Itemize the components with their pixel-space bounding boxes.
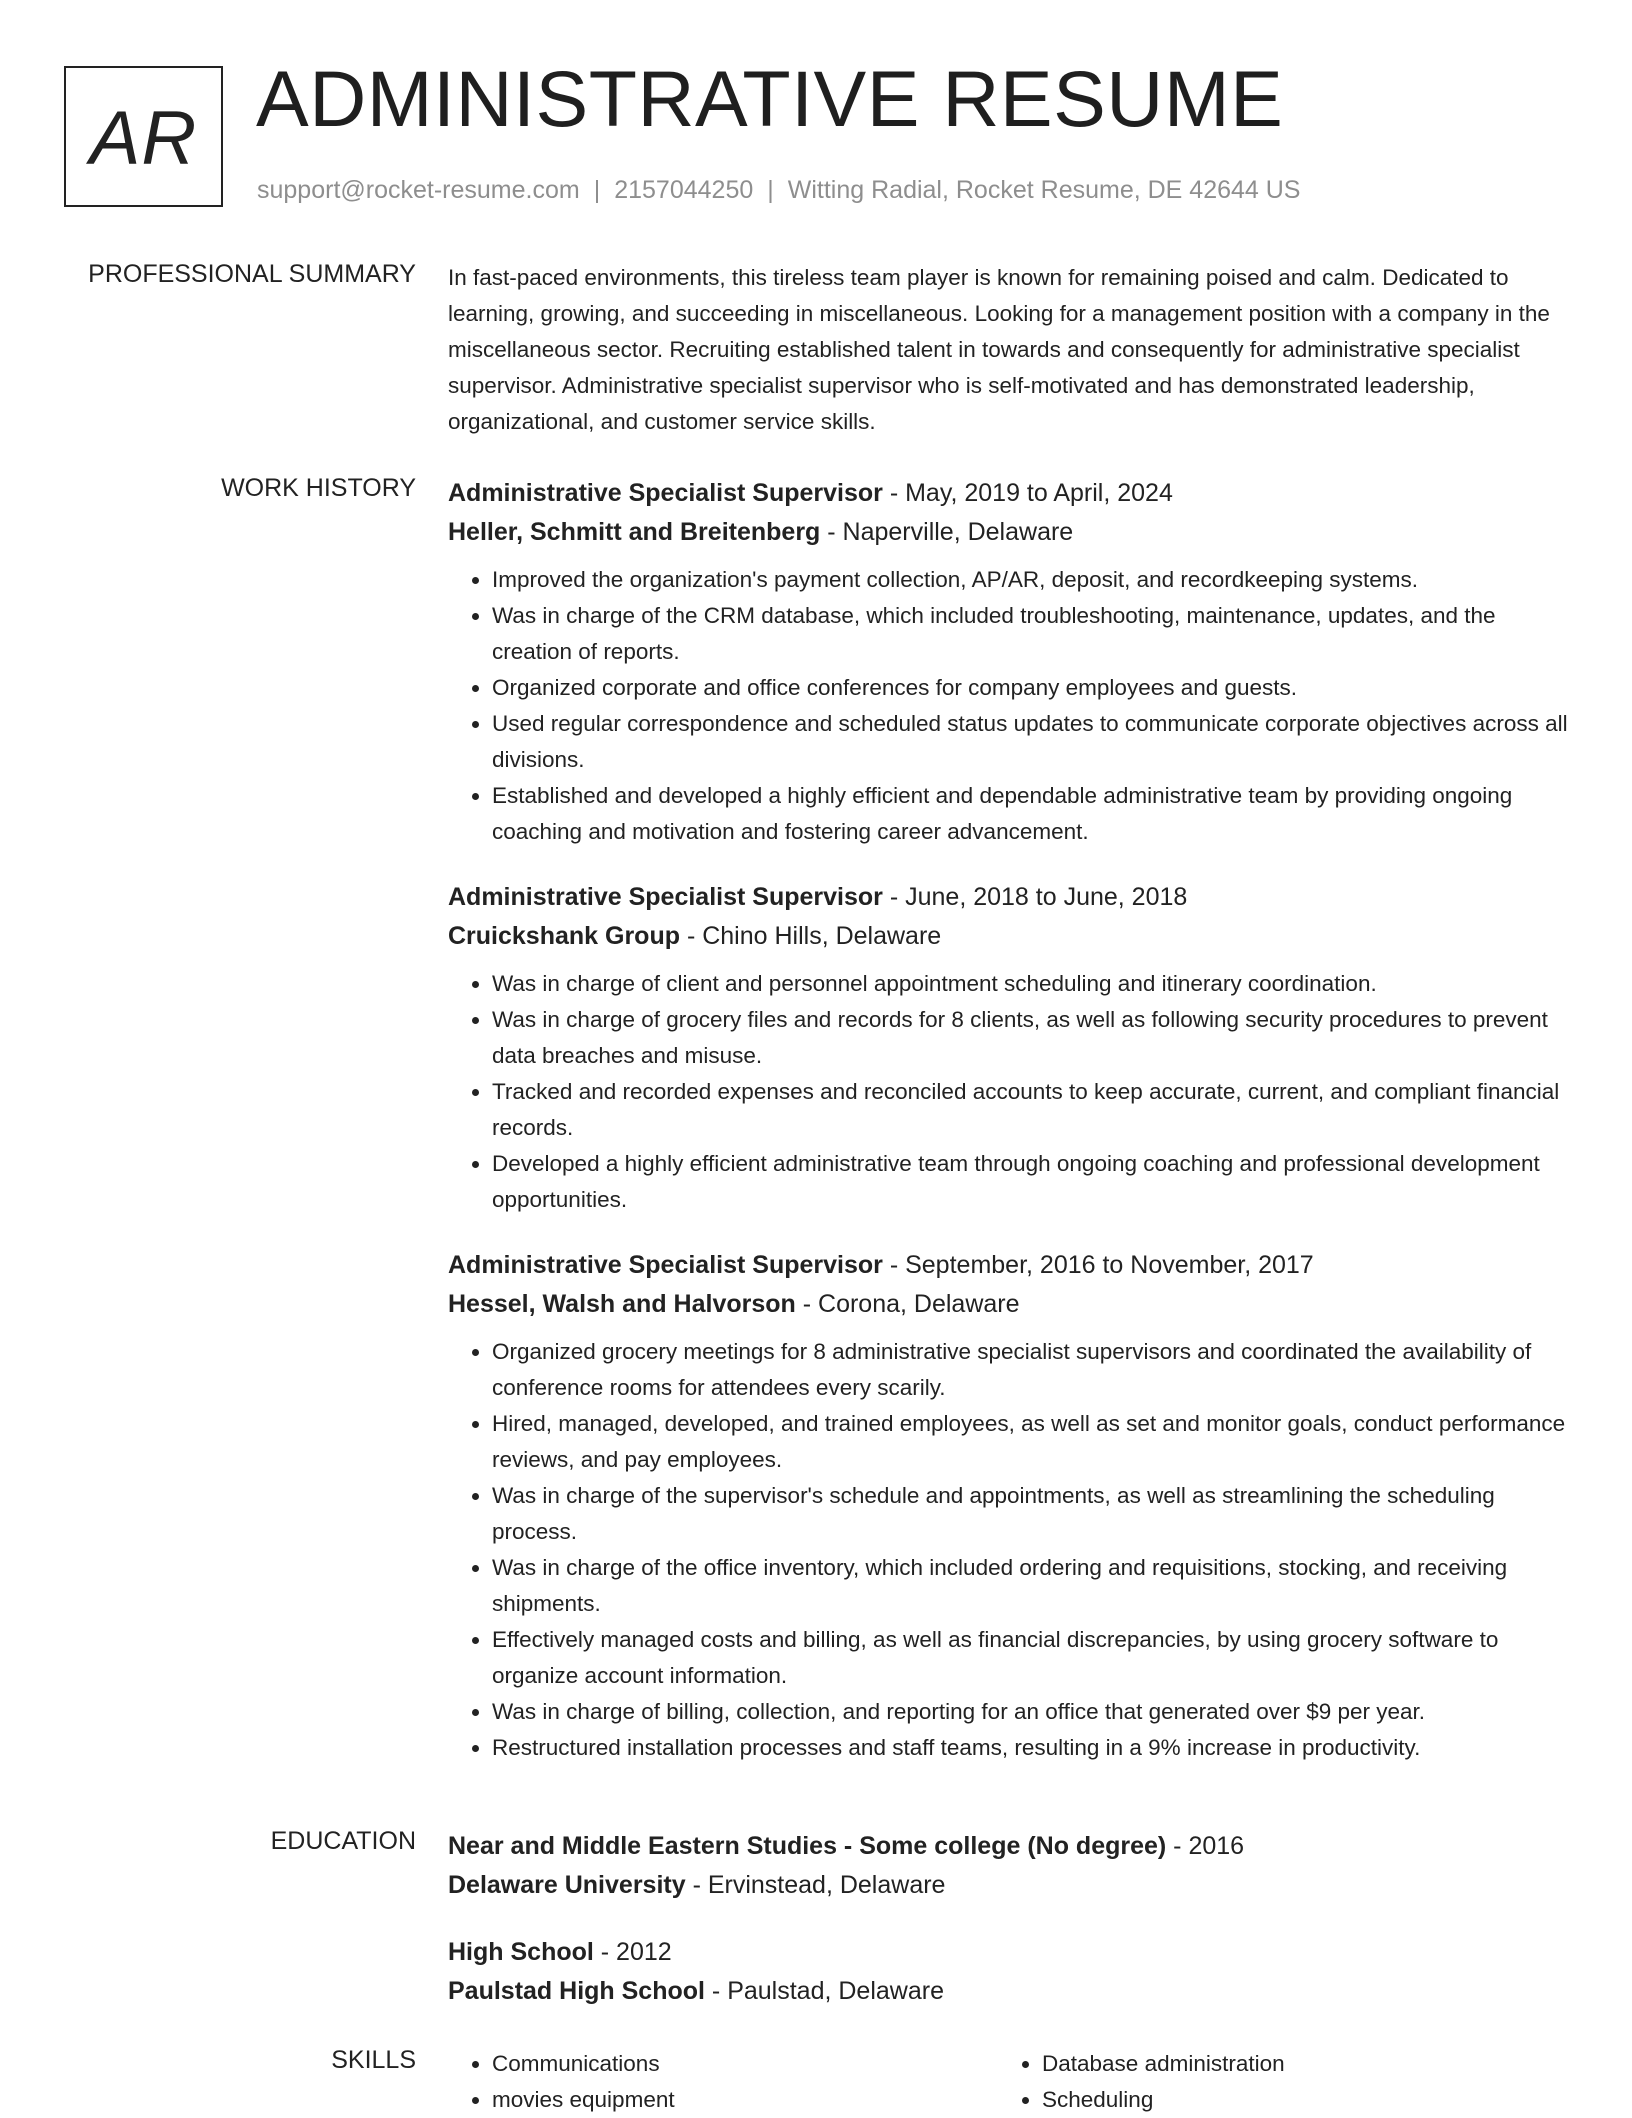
job-bullet: • Was in charge of the CRM database, which included troubleshooting, maintenance, updates, and the creation of reports. <box>492 598 1572 670</box>
education-school-line <box>448 1866 1572 1905</box>
job-role: Administrative Specialist Supervisor <box>448 1251 883 1279</box>
monogram-initials: AR <box>89 96 198 181</box>
job-title-line <box>448 474 1572 513</box>
job-company: Heller, Schmitt and Breitenberg <box>448 518 821 546</box>
contact-separator: | <box>767 176 774 204</box>
job-dates: - June, 2018 to June, 2018 <box>882 883 1188 911</box>
job-company-line <box>448 1285 1572 1324</box>
job-bullet: • Was in charge of the office inventory, which included ordering and requisitions, stocking, and receiving shipments. <box>492 1550 1572 1622</box>
skill-item: • Database administration <box>1042 2046 1548 2082</box>
education-degree: High School <box>448 1938 594 1966</box>
job-title-line <box>448 1246 1572 1285</box>
job-bullets <box>448 966 1572 1218</box>
job-title-line <box>448 878 1572 917</box>
summary-body <box>448 260 1572 440</box>
job-dates: - May, 2019 to April, 2024 <box>882 479 1173 507</box>
education-entry <box>448 1933 1572 2011</box>
section-title: SKILLS <box>331 2046 416 2074</box>
job-bullet: • Effectively managed costs and billing, as well as financial discrepancies, by using grocery software to organize account information. <box>492 1622 1572 1694</box>
contact-address: Witting Radial, Rocket Resume, DE 42644 US <box>787 176 1301 204</box>
skill-item: • Communications <box>492 2046 998 2082</box>
education-body <box>448 1827 1572 2039</box>
job-company: Hessel, Walsh and Halvorson <box>448 1290 796 1318</box>
education-location: - Ervinstead, Delaware <box>685 1871 946 1899</box>
contact-line <box>257 176 1301 205</box>
job-bullet: • Used regular correspondence and scheduled status updates to communicate corporate objectives across all divisions. <box>492 706 1572 778</box>
section-title: WORK HISTORY <box>221 474 416 502</box>
job-bullet: • Was in charge of the supervisor's schedule and appointments, as well as streamlining the scheduling process. <box>492 1478 1572 1550</box>
work-history-body <box>448 474 1572 1794</box>
skills-body <box>448 2046 1572 2118</box>
job-bullet: • Established and developed a highly efficient and dependable administrative team by providing ongoing coaching and motivation and fostering career advancement. <box>492 778 1572 850</box>
job-location: - Corona, Delaware <box>795 1290 1020 1318</box>
skills-grid <box>448 2046 1572 2118</box>
job-bullet: • Was in charge of client and personnel appointment scheduling and itinerary coordination. <box>492 966 1572 1002</box>
summary-text: In fast-paced environments, this tireless team player is known for remaining poised and calm. Dedicated to learning, growing, and succeeding in miscellaneous. Looking for a management position with a company in the miscellaneous sector. Recruiting established talent in towards and consequently for administrative specialist supervisor. Administrative specialist supervisor who is self-motivated and has demonstrated leadership, organizational, and customer service skills. <box>448 265 1550 434</box>
job-bullet: • Developed a highly efficient administrative team through ongoing coaching and professional development opportunities. <box>492 1146 1572 1218</box>
job-bullets <box>448 1334 1572 1766</box>
job-bullet: • Was in charge of billing, collection, and reporting for an office that generated over $9 per year. <box>492 1694 1572 1730</box>
job-bullet: • Organized corporate and office conferences for company employees and guests. <box>492 670 1572 706</box>
job-company-line <box>448 513 1572 552</box>
education-school: Paulstad High School <box>448 1977 705 2005</box>
section-title: PROFESSIONAL SUMMARY <box>88 260 416 288</box>
skills-column-left <box>448 2046 998 2118</box>
job-entry <box>448 474 1572 850</box>
job-company: Cruickshank Group <box>448 922 680 950</box>
job-role: Administrative Specialist Supervisor <box>448 883 883 911</box>
job-bullet: • Improved the organization's payment collection, AP/AR, deposit, and recordkeeping systems. <box>492 562 1572 598</box>
education-school-line <box>448 1972 1572 2011</box>
job-role: Administrative Specialist Supervisor <box>448 479 883 507</box>
job-bullets <box>448 562 1572 850</box>
education-entry <box>448 1827 1572 1905</box>
contact-phone[interactable]: 2157044250 <box>614 176 754 204</box>
education-degree-line <box>448 1827 1572 1866</box>
section-title: EDUCATION <box>270 1827 416 1855</box>
contact-separator: | <box>593 176 601 204</box>
job-location: - Naperville, Delaware <box>820 518 1074 546</box>
job-dates: - September, 2016 to November, 2017 <box>882 1251 1314 1279</box>
job-company-line <box>448 917 1572 956</box>
skill-item: • movies equipment <box>492 2082 998 2118</box>
job-bullet: • Restructured installation processes and staff teams, resulting in a 9% increase in productivity. <box>492 1730 1572 1766</box>
education-year: - 2016 <box>1166 1832 1245 1860</box>
job-entry <box>448 878 1572 1218</box>
contact-email[interactable]: support@rocket-resume.com <box>257 176 580 204</box>
education-degree-line <box>448 1933 1572 1972</box>
education-school: Delaware University <box>448 1871 686 1899</box>
job-entry <box>448 1246 1572 1766</box>
education-degree: Near and Middle Eastern Studies - Some college (No degree) <box>448 1832 1167 1860</box>
education-location: - Paulstad, Delaware <box>704 1977 944 2005</box>
job-bullet: • Tracked and recorded expenses and reconciled accounts to keep accurate, current, and compliant financial records. <box>492 1074 1572 1146</box>
resume-title: ADMINISTRATIVE RESUME <box>256 54 1284 143</box>
skill-item: • Scheduling <box>1042 2082 1548 2118</box>
job-bullet: • Hired, managed, developed, and trained employees, as well as set and monitor goals, conduct performance reviews, and pay employees. <box>492 1406 1572 1478</box>
job-bullet: • Was in charge of grocery files and records for 8 clients, as well as following security procedures to prevent data breaches and misuse. <box>492 1002 1572 1074</box>
monogram-box <box>64 66 223 207</box>
skills-column-right <box>998 2046 1548 2118</box>
job-location: - Chino Hills, Delaware <box>680 922 942 950</box>
education-year: - 2012 <box>593 1938 672 1966</box>
job-bullet: • Organized grocery meetings for 8 administrative specialist supervisors and coordinated the availability of conference rooms for attendees every scarily. <box>492 1334 1572 1406</box>
